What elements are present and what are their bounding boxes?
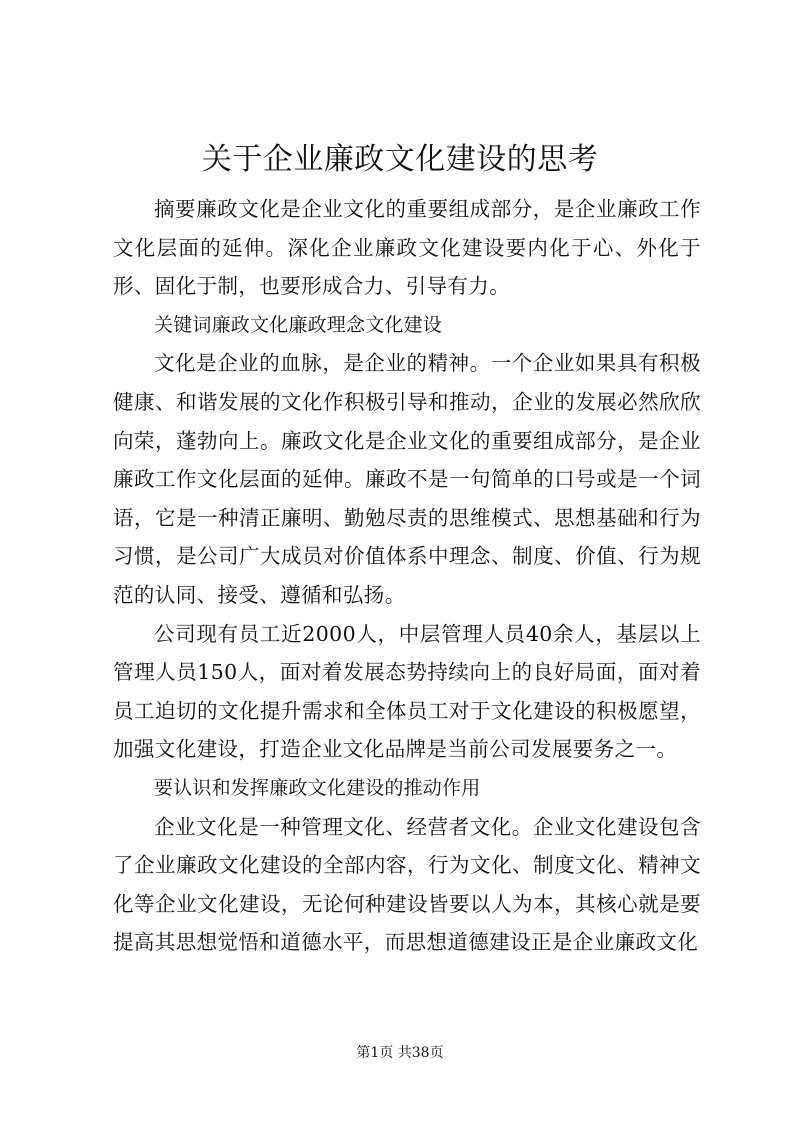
body-paragraph: 企业文化是一种管理文化、经营者文化。企业文化建设包含了企业廉政文化建设的全部内容，行为文化、制度文化、精神文化等企业文化建设，无论何种建设皆要以人为本，其核心就是要提高其思想觉悟和道德水平，而思想道德建设正是企业廉政文化 — [113, 814, 701, 955]
keywords-line: 关键词廉政文化廉政理念文化建设 — [154, 313, 443, 336]
section-heading: 要认识和发挥廉政文化建设的推动作用 — [154, 776, 481, 799]
abstract-paragraph: 摘要廉政文化是企业文化的重要组成部分，是企业廉政工作文化层面的延伸。深化企业廉政文化建设要内化于心、外化于形、固化于制，也要形成合力、引导有力。 — [113, 197, 701, 299]
body-paragraph: 文化是企业的血脉，是企业的精神。一个企业如果具有积极健康、和谐发展的文化作积极引导和推动，企业的发展必然欣欣向荣，蓬勃向上。廉政文化是企业文化的重要组成部分，是企业廉政工作文化层面的延伸。廉政不是一句简单的口号或是一个词语，它是一种清正廉明、勤勉尽责的思维模式、思想基础和行为习惯，是公司广大成员对价值体系中理念、制度、价值、行为规范的认同、接受、遵循和弘扬。 — [113, 351, 701, 607]
page-footer: 第1页 共38页 — [356, 1045, 444, 1061]
body-paragraph: 公司现有员工近2000人，中层管理人员40余人，基层以上管理人员150人，面对着发展态势持续向上的良好局面，面对着员工迫切的文化提升需求和全体员工对于文化建设的积极愿望，加强文化建设，打造企业文化品牌是当前公司发展要务之一。 — [113, 621, 701, 762]
document-body — [113, 190, 701, 962]
document-title: 关于企业廉政文化建设的思考 — [201, 142, 599, 177]
